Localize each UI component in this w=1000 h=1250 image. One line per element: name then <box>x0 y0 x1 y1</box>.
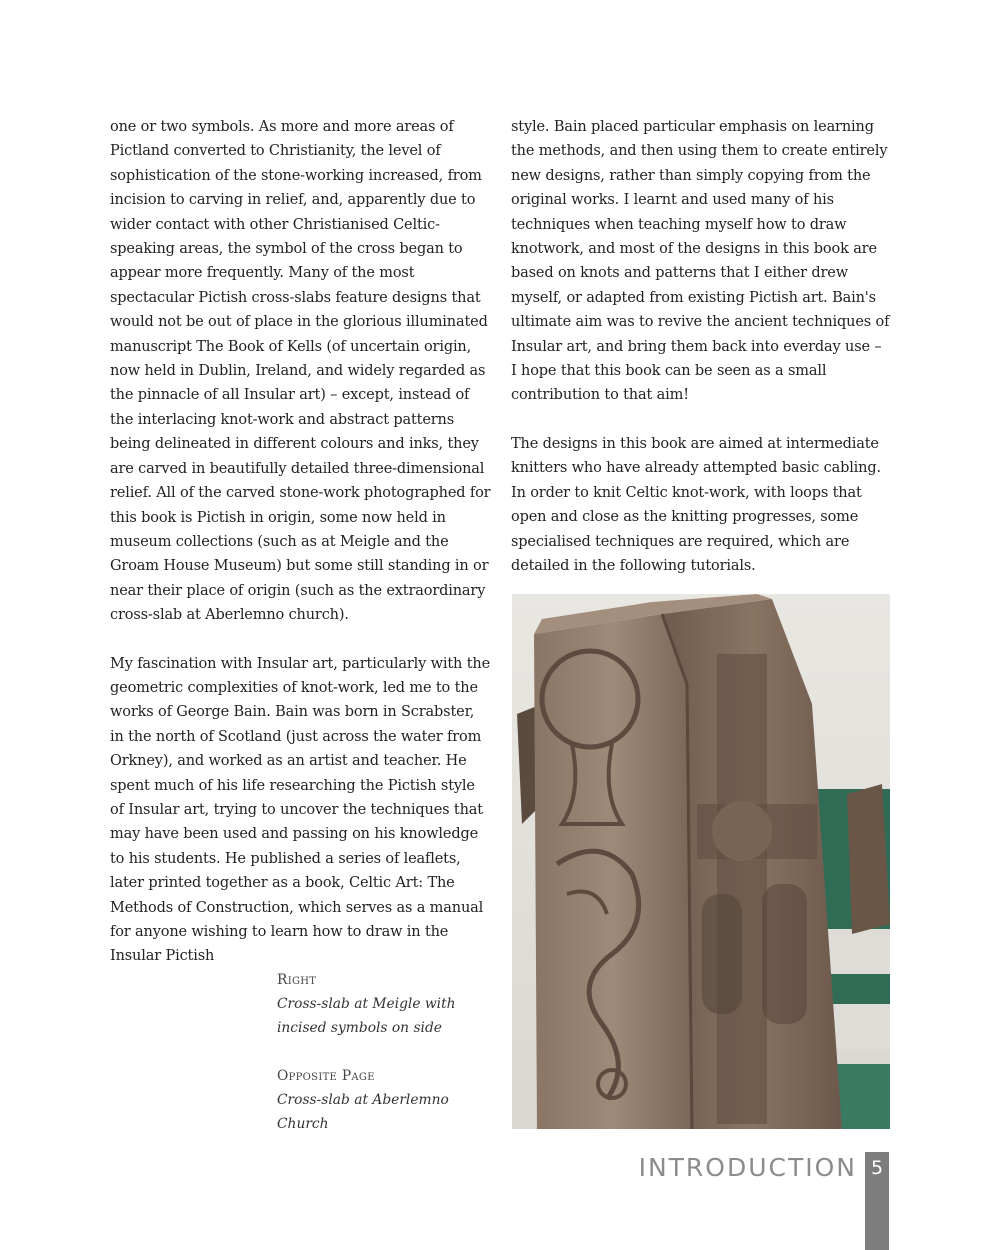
left-text-column <box>110 115 492 969</box>
caption-text: Cross-slab at Aberlemno Church <box>277 1092 449 1132</box>
caption-label: Right <box>277 972 317 988</box>
page-number-tab <box>865 1152 889 1250</box>
section-title: INTRODUCTION <box>638 1153 857 1182</box>
right-paragraph-1: style. Bain placed particular emphasis on learning the methods, and then using them to create entirely new designs, rather than simply copying from the original works. I learnt and used many of his techniques when teaching myself how to draw knotwork, and most of the designs in this book are based on knots and patterns that I either drew myself, or adapted from existing Pictish art. Bain's ultimate aim was to revive the ancient techniques of Insular art, and bring them back into everday use – I hope that this book can be seen as a small contribution to that aim! <box>511 119 890 404</box>
left-paragraph-1: one or two symbols. As more and more areas of Pictland converted to Christianity, the level of sophistication of the stone-working increased, from incision to carving in relief, and, apparently due to wider contact with other Christianised Celtic-speaking areas, the symbol of the cross began to appear more frequently. Many of the most spectacular Pictish cross-slabs feature designs that would not be out of place in the glorious illuminated manuscript The Book of Kells (of uncertain origin, now held in Dublin, Ireland, and widely regarded as the pinnacle of all Insular art) – except, instead of the interlacing knot-work and abstract patterns being delineated in different colours and inks, they are carved in beautifully detailed three-dimensional relief. All of the carved stone-work photographed for this book is Pictish in origin, some now held in museum collections (such as at Meigle and the Groam House Museum) but some still standing in or near their place of origin (such as the extraordinary cross-slab at Aberlemno church). <box>110 119 491 624</box>
left-paragraph-2: My fascination with Insular art, particularly with the geometric complexities of knot-work, led me to the works of George Bain. Bain was born in Scrabster, in the north of Scotland (just across the water from Orkney), and worked as an artist and teacher. He spent much of his life researching the Pictish style of Insular art, trying to uncover the techniques that may have been used and passing on his knowledge to his students. He published a series of leaflets, later printed together as a book, Celtic Art: The Methods of Construction, which serves as a manual for anyone wishing to learn how to draw in the Insular Pictish <box>110 655 491 965</box>
right-paragraph-2: The designs in this book are aimed at intermediate knitters who have already attempted basic cabling. In order to knit Celtic knot-work, with loops that open and close as the knitting progresses, some specialised techniques are required, which are detailed in the following tutorials. <box>511 435 881 574</box>
right-text-column <box>511 115 891 578</box>
page-number: 5 <box>870 1157 884 1179</box>
carved-stone-illustration <box>512 594 890 1129</box>
caption-label: Opposite Page <box>277 1068 375 1084</box>
caption-opposite-page <box>277 1064 492 1136</box>
caption-right <box>277 968 492 1040</box>
caption-text: Cross-slab at Meigle with incised symbols on side <box>277 996 456 1036</box>
cross-slab-photo <box>512 594 890 1129</box>
photo-captions <box>277 968 492 1160</box>
